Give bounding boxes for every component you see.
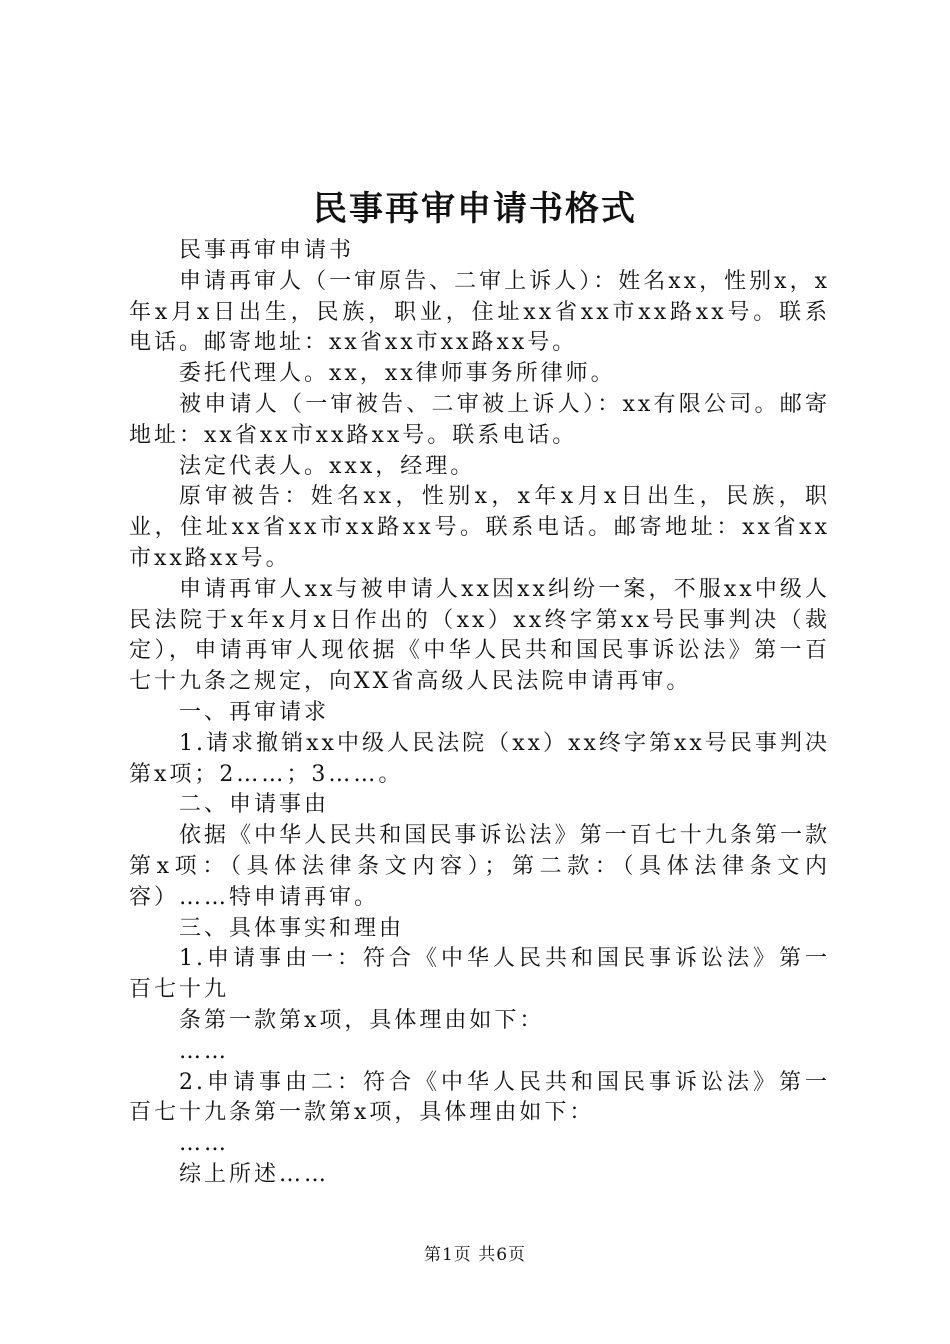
section-heading-grounds: 二、申请事由: [179, 792, 330, 818]
document-title: 民事再审申请书格式: [313, 189, 637, 229]
paragraph-conclusion: 综上所述……: [179, 1161, 330, 1187]
paragraph-reason-two: 2.申请事由二：符合《中华人民共和国民事诉讼法》第一百七十九条第一款第x项，具体理由如下：: [129, 1069, 830, 1126]
document-body: [129, 236, 830, 1191]
paragraph-applicant: 申请再审人（一审原告、二审上诉人）：姓名xx，性别x，x年x月x日出生，民族，职业，住址xx省xx市xx路xx号。联系电话。邮寄地址：xx省xx市xx路xx号。: [129, 268, 830, 356]
paragraph-reason-one: 1.申请事由一：符合《中华人民共和国民事诉讼法》第一百七十九: [129, 946, 830, 1003]
paragraph-original-defendant: 原审被告：姓名xx，性别x，x年x月x日出生，民族，职业，住址xx省xx市xx路xx号。联系电话。邮寄地址：xx省xx市xx路xx号。: [129, 484, 830, 571]
paragraph-legal-representative: 法定代表人。xxx，经理。: [179, 453, 476, 479]
paragraph-ellipsis: ……: [179, 1131, 229, 1157]
paragraph-grounds: 依据《中华人民共和国民事诉讼法》第一百七十九条第一款第x项：（具体法律条文内容）；第二款：（具体法律条文内容）……特申请再审。: [129, 823, 830, 910]
section-heading-facts: 三、具体事实和理由: [179, 915, 405, 941]
paragraph-reason-one-continued: 条第一款第x项，具体理由如下：: [179, 1007, 545, 1033]
paragraph-requests: 1.请求撤销xx中级人民法院（xx）xx终字第xx号民事判决第x项；2……；3……。: [129, 730, 830, 787]
page-number: 第1页 共6页: [423, 1245, 527, 1265]
paragraph-heading: 民事再审申请书: [179, 238, 355, 263]
paragraph-respondent: 被申请人（一审被告、二审被上诉人）：xx有限公司。邮寄地址：xx省xx市xx路xx号。联系电话。: [129, 391, 830, 448]
paragraph-ellipsis: ……: [179, 1038, 229, 1064]
paragraph-agent: 委托代理人。xx，xx律师事务所律师。: [179, 361, 616, 387]
section-heading-requests: 一、再审请求: [179, 699, 330, 725]
paragraph-case-statement: 申请再审人xx与被申请人xx因xx纠纷一案，不服xx中级人民法院于x年x月x日作出的（xx）xx终字第xx号民事判决（裁定），申请再审人现依据《中华人民共和国民事诉讼法》第一百七十九条之规定，向XX省高级人民法院申请再审。: [129, 576, 830, 695]
